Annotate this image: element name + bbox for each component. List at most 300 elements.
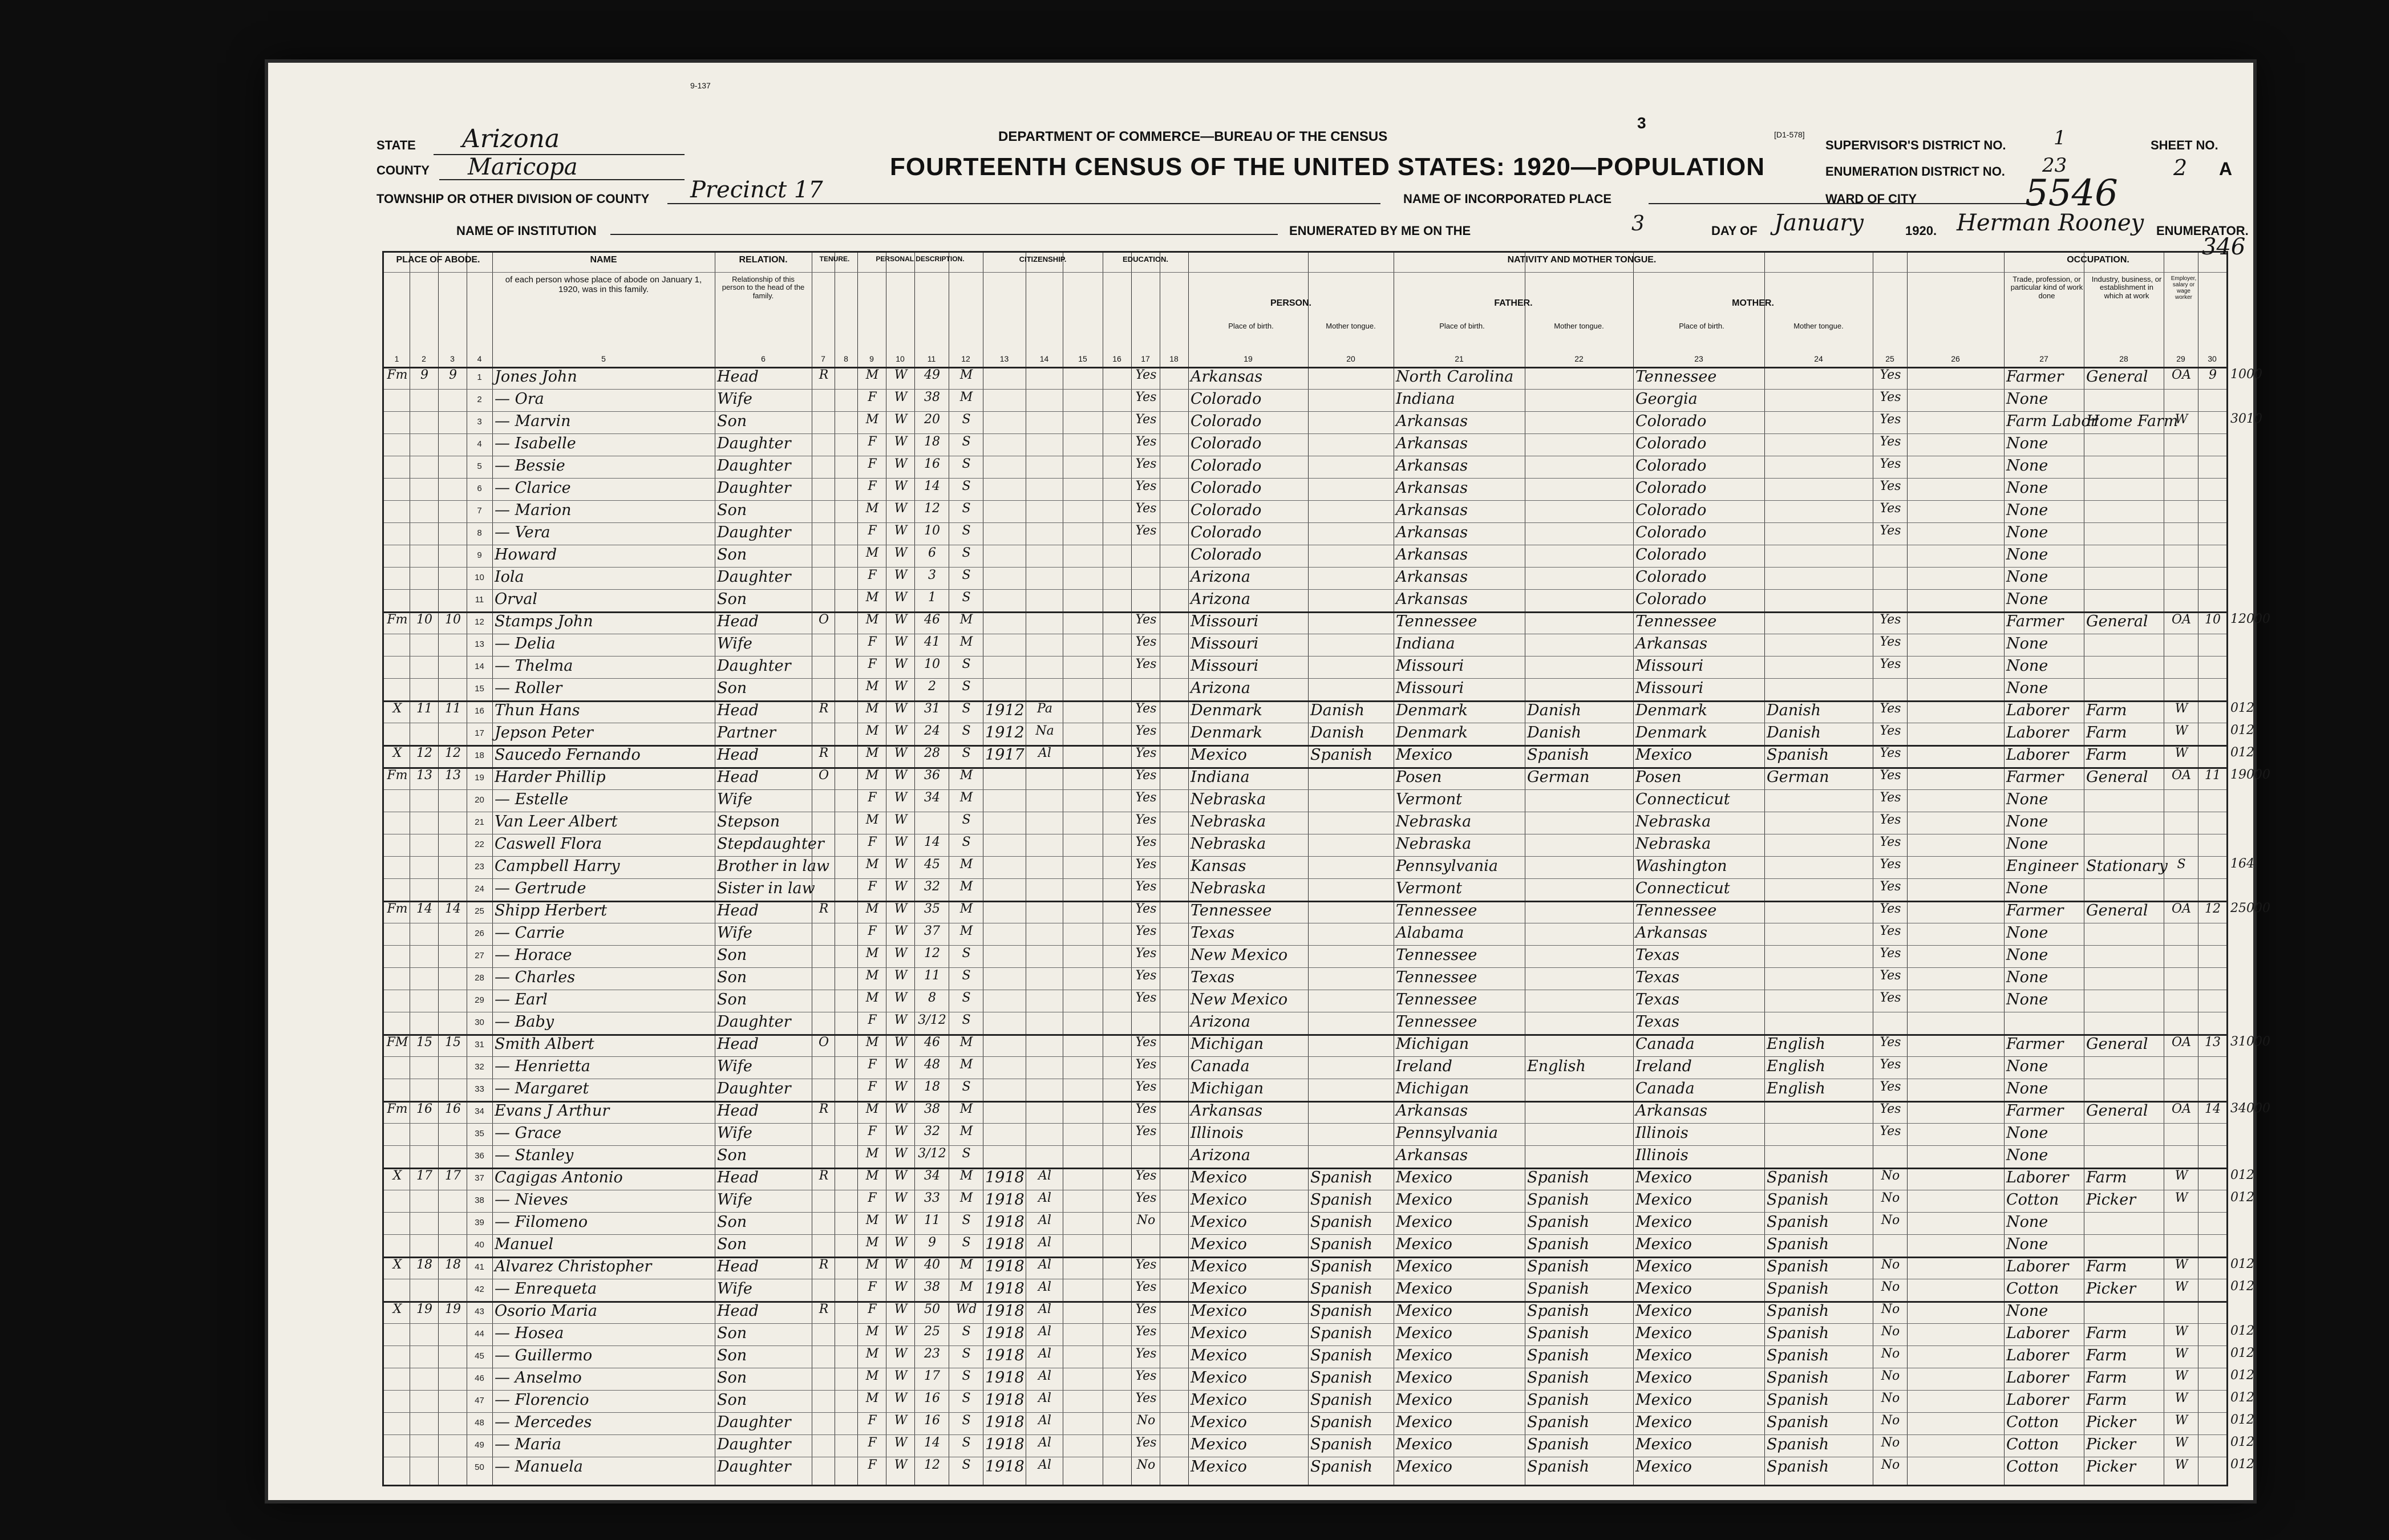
cell-fpob: Arkansas [1396,501,1468,519]
cell-race: W [894,1347,908,1361]
cell-mar: S [962,679,971,694]
cell-mar: S [962,590,971,605]
table-row [384,1034,2226,1056]
cell-age: 11 [924,968,940,983]
cell-trade: Laborer [2006,1347,2069,1364]
cell-rel: Daughter [717,457,791,475]
cell-mmt: Spanish [1767,1436,1829,1453]
supervisor-label: SUPERVISOR'S DISTRICT NO. [1825,138,2006,152]
cell-mar: M [959,1124,973,1138]
cell-age: 34 [924,1169,940,1183]
table-row [384,678,2226,700]
line-number: 34 [475,1107,484,1116]
cell-emp: W [2175,724,2188,738]
cell-farm: 11 [2205,768,2221,783]
cell-age: 49 [924,368,940,382]
cell-rel: Daughter [717,1458,791,1476]
cell-sex: M [865,1235,879,1250]
cell-race: W [894,1258,908,1272]
cell-emp: OA [2172,368,2191,382]
cell-sex: M [865,1169,879,1183]
cell-fam: 9 [449,368,457,382]
cell-eng: No [1881,1436,1900,1450]
line-number: 6 [477,484,482,493]
group-abode: PLACE OF ABODE. [396,255,480,265]
form-id: [D1-578] [1774,130,1805,139]
cell-sex: F [868,1057,877,1072]
cell-lit: Yes [1135,768,1157,783]
table-row [384,1412,2226,1434]
cell-fpob: Tennessee [1396,613,1477,630]
cell-sex: M [865,590,879,605]
cell-st: Fm [387,368,408,382]
column-number: 15 [1078,354,1087,363]
column-number: 30 [2208,354,2217,363]
column-number: 14 [1039,354,1049,363]
cell-trade: None [2006,813,2048,830]
cell-mar: S [962,501,971,516]
cell-race: W [894,613,908,627]
cell-pob: Nebraska [1191,835,1266,853]
cell-ind: Farm [2086,746,2127,764]
cell-trade: Farmer [2006,1035,2064,1053]
cell-pob: Michigan [1191,1035,1264,1053]
cell-nat: Al [1038,1191,1051,1205]
cell-race: W [894,968,908,983]
cell-yr: 1917 [985,746,1025,764]
line-number: 13 [475,639,484,649]
cell-trade: Farm Labor [2006,412,2098,430]
column-number: 29 [2176,354,2185,363]
cell-fpob: Arkansas [1396,435,1468,452]
column-number: 13 [999,354,1009,363]
cell-name: — Bessie [495,457,565,475]
cell-trade: Farmer [2006,902,2064,919]
cell-lit: Yes [1135,880,1157,894]
margin-code: 31000 [2230,1035,2270,1049]
cell-nat: Pa [1037,702,1052,716]
cell-ind: General [2086,902,2148,919]
cell-eng: No [1881,1191,1900,1205]
cell-lit: Yes [1135,1080,1157,1094]
cell-yr: 1918 [985,1258,1025,1275]
cell-sex: F [868,457,877,471]
cell-rel: Head [717,1302,759,1320]
cell-mar: S [962,568,971,582]
cell-age: 46 [924,1035,940,1049]
cell-fpob: Mexico [1396,1235,1452,1253]
cell-fpob: Tennessee [1396,991,1477,1008]
cell-ind: Farm [2086,1324,2127,1342]
cell-fpob: Mexico [1396,1213,1452,1231]
table-row [384,1257,2226,1279]
line-number: 18 [475,751,484,760]
cell-lit: Yes [1135,991,1157,1005]
cell-lit: Yes [1135,1391,1157,1405]
group-mother: MOTHER. [1732,298,1774,308]
cell-emp: W [2175,702,2188,716]
cell-name: — Stanley [495,1146,574,1164]
cell-mpob: Colorado [1635,524,1707,541]
cell-sex: F [868,1080,877,1094]
cell-sex: M [865,1258,879,1272]
cell-fpob: Mexico [1396,1169,1452,1186]
cell-fpob: Arkansas [1396,524,1468,541]
table-row [384,723,2226,745]
cell-eng: No [1881,1413,1900,1428]
county-value: Maricopa [468,154,578,180]
page-title: FOURTEENTH CENSUS OF THE UNITED STATES: 1920—POPULATION [890,153,1766,181]
cell-race: W [894,1213,908,1227]
cell-mpob: Illinois [1635,1124,1689,1142]
cell-race: W [894,546,908,560]
cell-pob: Mexico [1191,746,1247,764]
year-value: 1920. [1905,224,1937,238]
cell-mmt: Danish [1767,702,1821,719]
cell-nat: Al [1038,1369,1051,1383]
column-number: 27 [2039,354,2048,363]
table-row [384,433,2226,456]
cell-mar: S [962,412,971,427]
cell-mpob: Colorado [1635,501,1707,519]
page-mark: 3 [1637,114,1646,132]
cell-yr: 1918 [985,1458,1025,1476]
cell-mpob: Mexico [1635,1213,1692,1231]
line-number: 39 [475,1218,484,1227]
cell-fpob: Arkansas [1396,1102,1468,1120]
cell-age: 34 [924,791,940,805]
cell-race: W [894,702,908,716]
cell-lit: Yes [1135,746,1157,760]
margin-code: 012 [2230,1346,2254,1360]
cell-age: 12 [924,1458,940,1472]
margin-code: 012 [2230,701,2254,715]
line-number: 31 [475,1040,484,1049]
cell-age: 28 [924,746,940,760]
cell-mpob: Connecticut [1635,791,1730,808]
cell-mar: M [959,791,973,805]
cell-mar: M [959,857,973,872]
cell-name: — Filomeno [495,1213,588,1231]
cell-st: Fm [387,1102,408,1116]
line-number: 15 [475,684,484,694]
margin-code: 012 [2230,1257,2254,1271]
cell-rel: Daughter [717,1413,791,1431]
column-number: 8 [844,354,848,363]
cell-yr: 1918 [985,1169,1025,1186]
cell-sex: F [868,791,877,805]
cell-dw: 14 [416,902,432,916]
cell-mmt: Spanish [1767,1213,1829,1231]
column-number: 9 [869,354,874,363]
cell-mmt: Spanish [1767,746,1829,764]
cell-mar: S [962,1213,971,1227]
cell-ten: R [819,1169,829,1183]
col-pob-person: Place of birth. [1228,322,1274,330]
cell-nat: Al [1038,1302,1051,1316]
cell-dw: 15 [416,1035,432,1049]
ed-label: ENUMERATION DISTRICT NO. [1825,164,2005,179]
cell-yr: 1918 [985,1235,1025,1253]
cell-fpob: Mexico [1396,1436,1452,1453]
table-row [384,545,2226,567]
cell-lit: Yes [1135,524,1157,538]
cell-age: 6 [928,546,936,560]
cell-race: W [894,368,908,382]
cell-name: — Florencio [495,1391,589,1409]
cell-lit: No [1136,1213,1156,1227]
cell-mpob: Canada [1635,1080,1695,1097]
cell-lit: Yes [1135,813,1157,827]
cell-fpob: Michigan [1396,1035,1469,1053]
line-number: 16 [475,706,484,716]
cell-fmt: Spanish [1527,1235,1590,1253]
cell-trade: Laborer [2006,1258,2069,1275]
line-number: 44 [475,1329,484,1339]
cell-fpob: Arkansas [1396,1146,1468,1164]
cell-fpob: Tennessee [1396,968,1477,986]
cell-mpob: Tennessee [1635,902,1717,919]
cell-rel: Son [717,590,747,608]
cell-fmt: English [1527,1057,1586,1075]
cell-dw: 9 [420,368,428,382]
cell-rel: Son [717,1146,747,1164]
cell-sex: M [865,946,879,961]
table-row [384,1190,2226,1212]
cell-mpob: Arkansas [1635,1102,1708,1120]
cell-ten: R [819,902,829,916]
cell-dw: 12 [416,746,432,760]
cell-fpob: Arkansas [1396,546,1468,564]
column-number: 11 [927,354,936,363]
cell-race: W [894,946,908,961]
cell-name: Alvarez Christopher [495,1258,652,1275]
column-number: 21 [1455,354,1464,363]
cell-mt: Spanish [1310,1191,1373,1209]
cell-fam: 17 [445,1169,461,1183]
cell-name: Stamps John [495,613,593,630]
cell-mpob: Arkansas [1635,924,1708,942]
state-label: STATE [376,138,416,152]
cell-mt: Spanish [1310,1258,1373,1275]
cell-lit: Yes [1135,1324,1157,1339]
cell-race: W [894,590,908,605]
line-number: 14 [475,662,484,671]
cell-pob: Arizona [1191,679,1251,697]
cell-eng: Yes [1880,1080,1901,1094]
cell-rel: Head [717,1035,759,1053]
cell-fpob: Vermont [1396,880,1463,897]
cell-pob: Mexico [1191,1169,1247,1186]
cell-sex: M [865,1146,879,1161]
cell-name: — Gertrude [495,880,586,897]
day-of-label: DAY OF [1711,224,1758,238]
cell-name: Caswell Flora [495,835,602,853]
cell-ind: Picker [2086,1413,2136,1431]
cell-mar: M [959,613,973,627]
cell-name: — Nieves [495,1191,568,1209]
cell-mpob: Texas [1635,946,1680,964]
cell-dw: 19 [416,1302,432,1316]
cell-eng: Yes [1880,1124,1901,1138]
cell-name: — Mercedes [495,1413,592,1431]
cell-mar: S [962,724,971,738]
enumerator-name: Herman Rooney [1957,210,2144,236]
table-row [384,1323,2226,1346]
cell-age: 18 [924,435,940,449]
cell-fmt: Spanish [1527,1436,1590,1453]
cell-fpob: Alabama [1396,924,1464,942]
cell-pob: Colorado [1191,390,1262,408]
cell-mmt: Spanish [1767,1369,1829,1387]
table-row [384,1123,2226,1145]
cell-mt: Spanish [1310,1235,1373,1253]
incorporated-label: NAME OF INCORPORATED PLACE [1403,192,1612,206]
table-row [384,767,2226,789]
table-row [384,1434,2226,1457]
enumerated-day: 3 [1631,212,1645,236]
cell-mar: S [962,746,971,760]
cell-pob: Missouri [1191,657,1259,675]
cell-lit: Yes [1135,479,1157,493]
cell-race: W [894,1080,908,1094]
cell-rel: Head [717,613,759,630]
cell-sex: M [865,902,879,916]
cell-eng: Yes [1880,813,1901,827]
cell-mpob: Texas [1635,968,1680,986]
cell-name: Harder Phillip [495,768,606,786]
cell-mpob: Colorado [1635,412,1707,430]
cell-rel: Head [717,746,759,764]
cell-race: W [894,568,908,582]
cell-rel: Daughter [717,568,791,586]
cell-race: W [894,1436,908,1450]
line-number: 29 [475,995,484,1005]
cell-race: W [894,1057,908,1072]
group-relation: RELATION. [739,255,788,265]
corner-number: 346 [2202,234,2246,260]
cell-sex: F [868,435,877,449]
cell-trade: None [2006,1124,2048,1142]
cell-pob: Texas [1191,968,1235,986]
line-number: 10 [475,573,484,582]
cell-mar: M [959,1169,973,1183]
cell-race: W [894,457,908,471]
cell-sex: F [868,1013,877,1027]
cell-st: Fm [387,613,408,627]
cell-eng: Yes [1880,924,1901,938]
cell-rel: Son [717,1391,747,1409]
cell-sex: M [865,768,879,783]
cell-eng: Yes [1880,702,1901,716]
group-education: EDUCATION. [1123,255,1168,264]
cell-trade: None [2006,568,2048,586]
cell-nat: Al [1038,1258,1051,1272]
cell-eng: Yes [1880,857,1901,872]
column-number: 5 [601,354,606,363]
margin-code: 34000 [2230,1101,2270,1116]
margin-code: 012 [2230,1457,2254,1472]
cell-mmt: Spanish [1767,1391,1829,1409]
cell-nat: Al [1038,1213,1051,1227]
cell-fpob: Mexico [1396,1391,1452,1409]
cell-mt: Spanish [1310,1169,1373,1186]
cell-eng: No [1881,1324,1900,1339]
cell-mar: S [962,435,971,449]
margin-code: 012 [2230,1168,2254,1182]
cell-age: 17 [924,1369,940,1383]
cell-mpob: Colorado [1635,435,1707,452]
cell-farm: 12 [2205,902,2221,916]
cell-mar: S [962,1013,971,1027]
cell-mpob: Mexico [1635,1413,1692,1431]
cell-race: W [894,902,908,916]
group-father: FATHER. [1494,298,1533,308]
cell-mpob: Canada [1635,1035,1695,1053]
cell-emp: OA [2172,902,2191,916]
cell-mar: M [959,768,973,783]
name-desc: of each person whose place of abode on January 1, 1920, was in this family. [505,275,702,294]
cell-sex: M [865,746,879,760]
table-row [384,990,2226,1012]
institution-line [610,234,1278,235]
table-row [384,456,2226,478]
cell-mar: S [962,457,971,471]
cell-mmt: German [1767,768,1829,786]
table-row [384,411,2226,433]
enumerated-label: ENUMERATED BY ME ON THE [1289,224,1471,238]
cell-mpob: Mexico [1635,1258,1692,1275]
cell-name: Shipp Herbert [495,902,608,919]
col-mt-father: Mother tongue. [1554,322,1604,330]
cell-lit: Yes [1135,435,1157,449]
cell-age: 48 [924,1057,940,1072]
line-number: 25 [475,906,484,916]
column-number: 7 [821,354,825,363]
cell-lit: Yes [1135,1102,1157,1116]
cell-yr: 1918 [985,1302,1025,1320]
line-number: 45 [475,1351,484,1361]
cell-name: — Marion [495,501,572,519]
cell-pob: Mexico [1191,1436,1247,1453]
column-number: 16 [1112,354,1121,363]
cell-pob: Mexico [1191,1302,1247,1320]
cell-eng: Yes [1880,524,1901,538]
cell-lit: Yes [1135,1169,1157,1183]
margin-code: 3010 [2230,412,2262,426]
cell-mmt: Spanish [1767,1347,1829,1364]
cell-pob: Arizona [1191,1146,1251,1164]
col-mt-person: Mother tongue. [1326,322,1376,330]
cell-name: — Marvin [495,412,571,430]
cell-fam: 16 [445,1102,461,1116]
cell-lit: Yes [1135,1280,1157,1294]
cell-pob: Mexico [1191,1324,1247,1342]
margin-code: 012 [2230,1190,2254,1205]
cell-ind: Stationary [2086,857,2168,875]
cell-trade: None [2006,1146,2048,1164]
cell-race: W [894,435,908,449]
cell-lit: Yes [1135,613,1157,627]
cell-dw: 18 [416,1258,432,1272]
table-row [384,1368,2226,1390]
column-number: 3 [450,354,455,363]
cell-name: Jones John [495,368,577,386]
census-table [382,251,2228,1486]
cell-yr: 1918 [985,1391,1025,1409]
cell-trade: None [2006,546,2048,564]
cell-dw: 11 [416,702,432,716]
